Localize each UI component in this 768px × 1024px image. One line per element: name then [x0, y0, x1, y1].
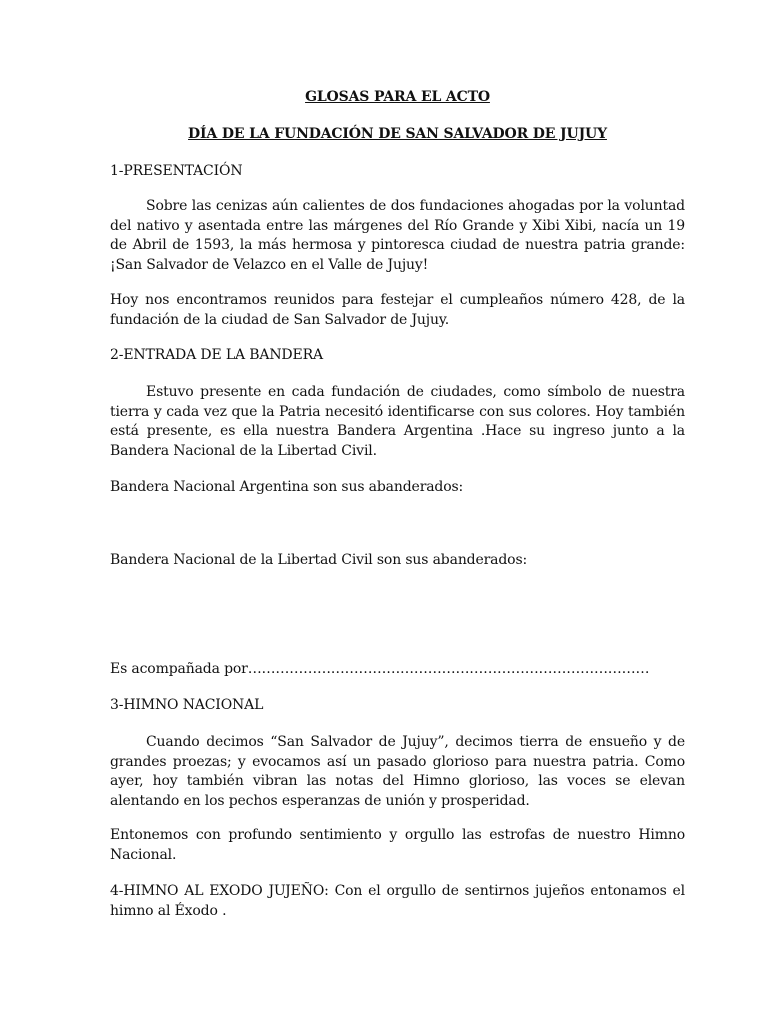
document-title: GLOSAS PARA EL ACTO — [305, 89, 490, 105]
section-heading-bandera: 2-ENTRADA DE LA BANDERA — [110, 347, 323, 363]
paragraph-exodo: 4-HIMNO AL EXODO JUJEÑO: Con el orgullo de sentirnos jujeños entonamos el himno al Éxodo . — [110, 883, 685, 919]
paragraph-bandera-libertad-civil: Bandera Nacional de la Libertad Civil son sus abanderados: — [110, 552, 528, 568]
paragraph-bandera-1: Estuvo presente en cada fundación de ciudades, como símbolo de nuestra tierra y cada vez que la Patria necesitó identificarse con sus colores. Hoy también está presente, es ella nuestra Bandera Argentina .Hace su ingreso junto a la Bandera Nacional de la Libertad Civil. — [110, 384, 685, 459]
section-heading-himno: 3-HIMNO NACIONAL — [110, 697, 264, 713]
section-heading-presentacion: 1-PRESENTACIÓN — [110, 163, 243, 179]
paragraph-himno-1: Cuando decimos “San Salvador de Jujuy”, decimos tierra de ensueño y de grandes proezas; y evocamos así un pasado glorioso para nuestra patria. Como ayer, hoy también vibran las notas del Himno glorioso, las voces se elevan alentando en los pechos esperanzas de unión y prosperidad. — [110, 734, 685, 809]
document-subtitle: DÍA DE LA FUNDACIÓN DE SAN SALVADOR DE JUJUY — [188, 126, 607, 142]
paragraph-acompanada-por: Es acompañada por…………………………………………………………………………… — [110, 661, 650, 677]
paragraph-himno-2: Entonemos con profundo sentimiento y orgullo las estrofas de nuestro Himno Nacional. — [110, 827, 685, 863]
paragraph-presentacion-2: Hoy nos encontramos reunidos para festejar el cumpleaños número 428, de la fundación de la ciudad de San Salvador de Jujuy. — [110, 292, 685, 328]
paragraph-bandera-argentina: Bandera Nacional Argentina son sus abanderados: — [110, 479, 464, 495]
paragraph-presentacion-1: Sobre las cenizas aún calientes de dos fundaciones ahogadas por la voluntad del nativo y asentada entre las márgenes del Río Grande y Xibi Xibi, nacía un 19 de Abril de 1593, la más hermosa y pintoresca ciudad de nuestra patria grande: ¡San Salvador de Velazco en el Valle de Jujuy! — [110, 198, 685, 273]
